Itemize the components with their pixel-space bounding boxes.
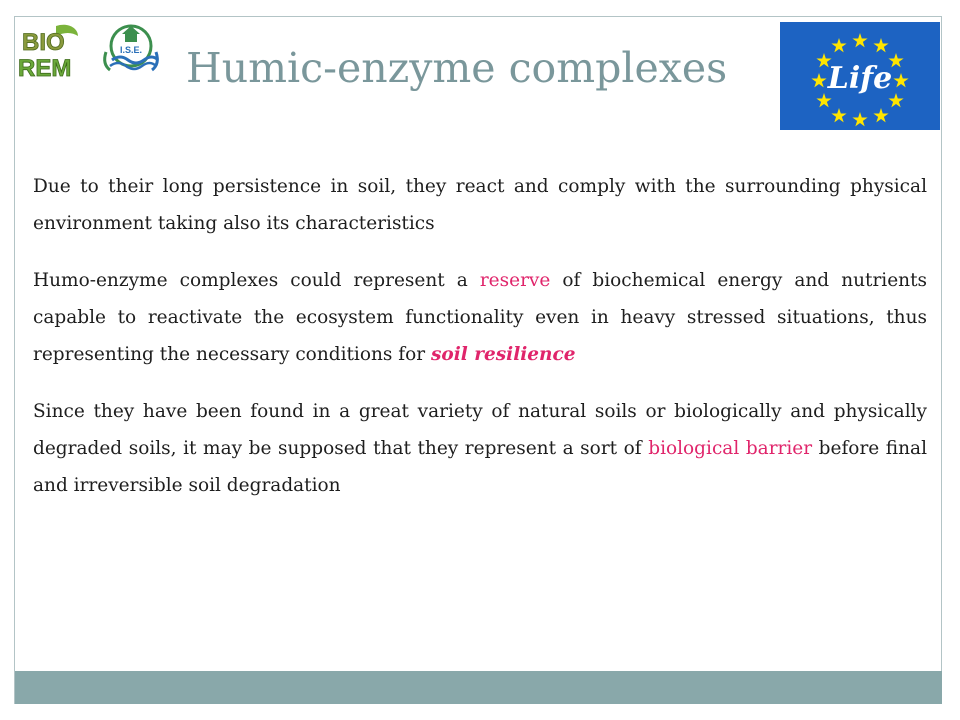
highlight-reserve: reserve	[479, 270, 551, 291]
slide-body	[33, 168, 927, 524]
life-logo-text: Life	[827, 61, 893, 96]
highlight-biological-barrier: biological barrier	[648, 438, 813, 459]
eu-life-logo	[780, 22, 940, 130]
footer-bar	[15, 671, 942, 704]
paragraph-reserve	[33, 262, 927, 373]
bio-rem-logo-line2: REM	[18, 55, 72, 82]
paragraph-barrier-text-before: Since they have been found in a great variety of natural soils or biologically and physically degraded soils, it may be supposed that they represent a sort of	[33, 401, 927, 459]
paragraph-persistence: Due to their long persistence in soil, they react and comply with the surrounding physical environment taking also its characteristics	[33, 176, 927, 234]
ise-logo-text: I.S.E.	[119, 45, 143, 55]
bio-rem-logo	[16, 20, 86, 82]
paragraph-barrier	[33, 393, 927, 504]
page-title: Humic-enzyme complexes	[186, 44, 728, 92]
paragraph-barrier-text-after: before final and irreversible soil degradation	[33, 438, 928, 496]
ise-logo	[100, 20, 162, 78]
paragraph-reserve-text-before: Humo-enzyme complexes could represent a	[33, 270, 480, 291]
emphasis-soil-resilience: soil resilience	[430, 344, 576, 365]
paragraph-reserve-text-middle: of biochemical energy and nutrients capable to reactivate the ecosystem functionality even in heavy stressed situations, thus representing the necessary conditions for	[33, 270, 928, 365]
bio-rem-logo-line1: BIO	[22, 29, 65, 56]
